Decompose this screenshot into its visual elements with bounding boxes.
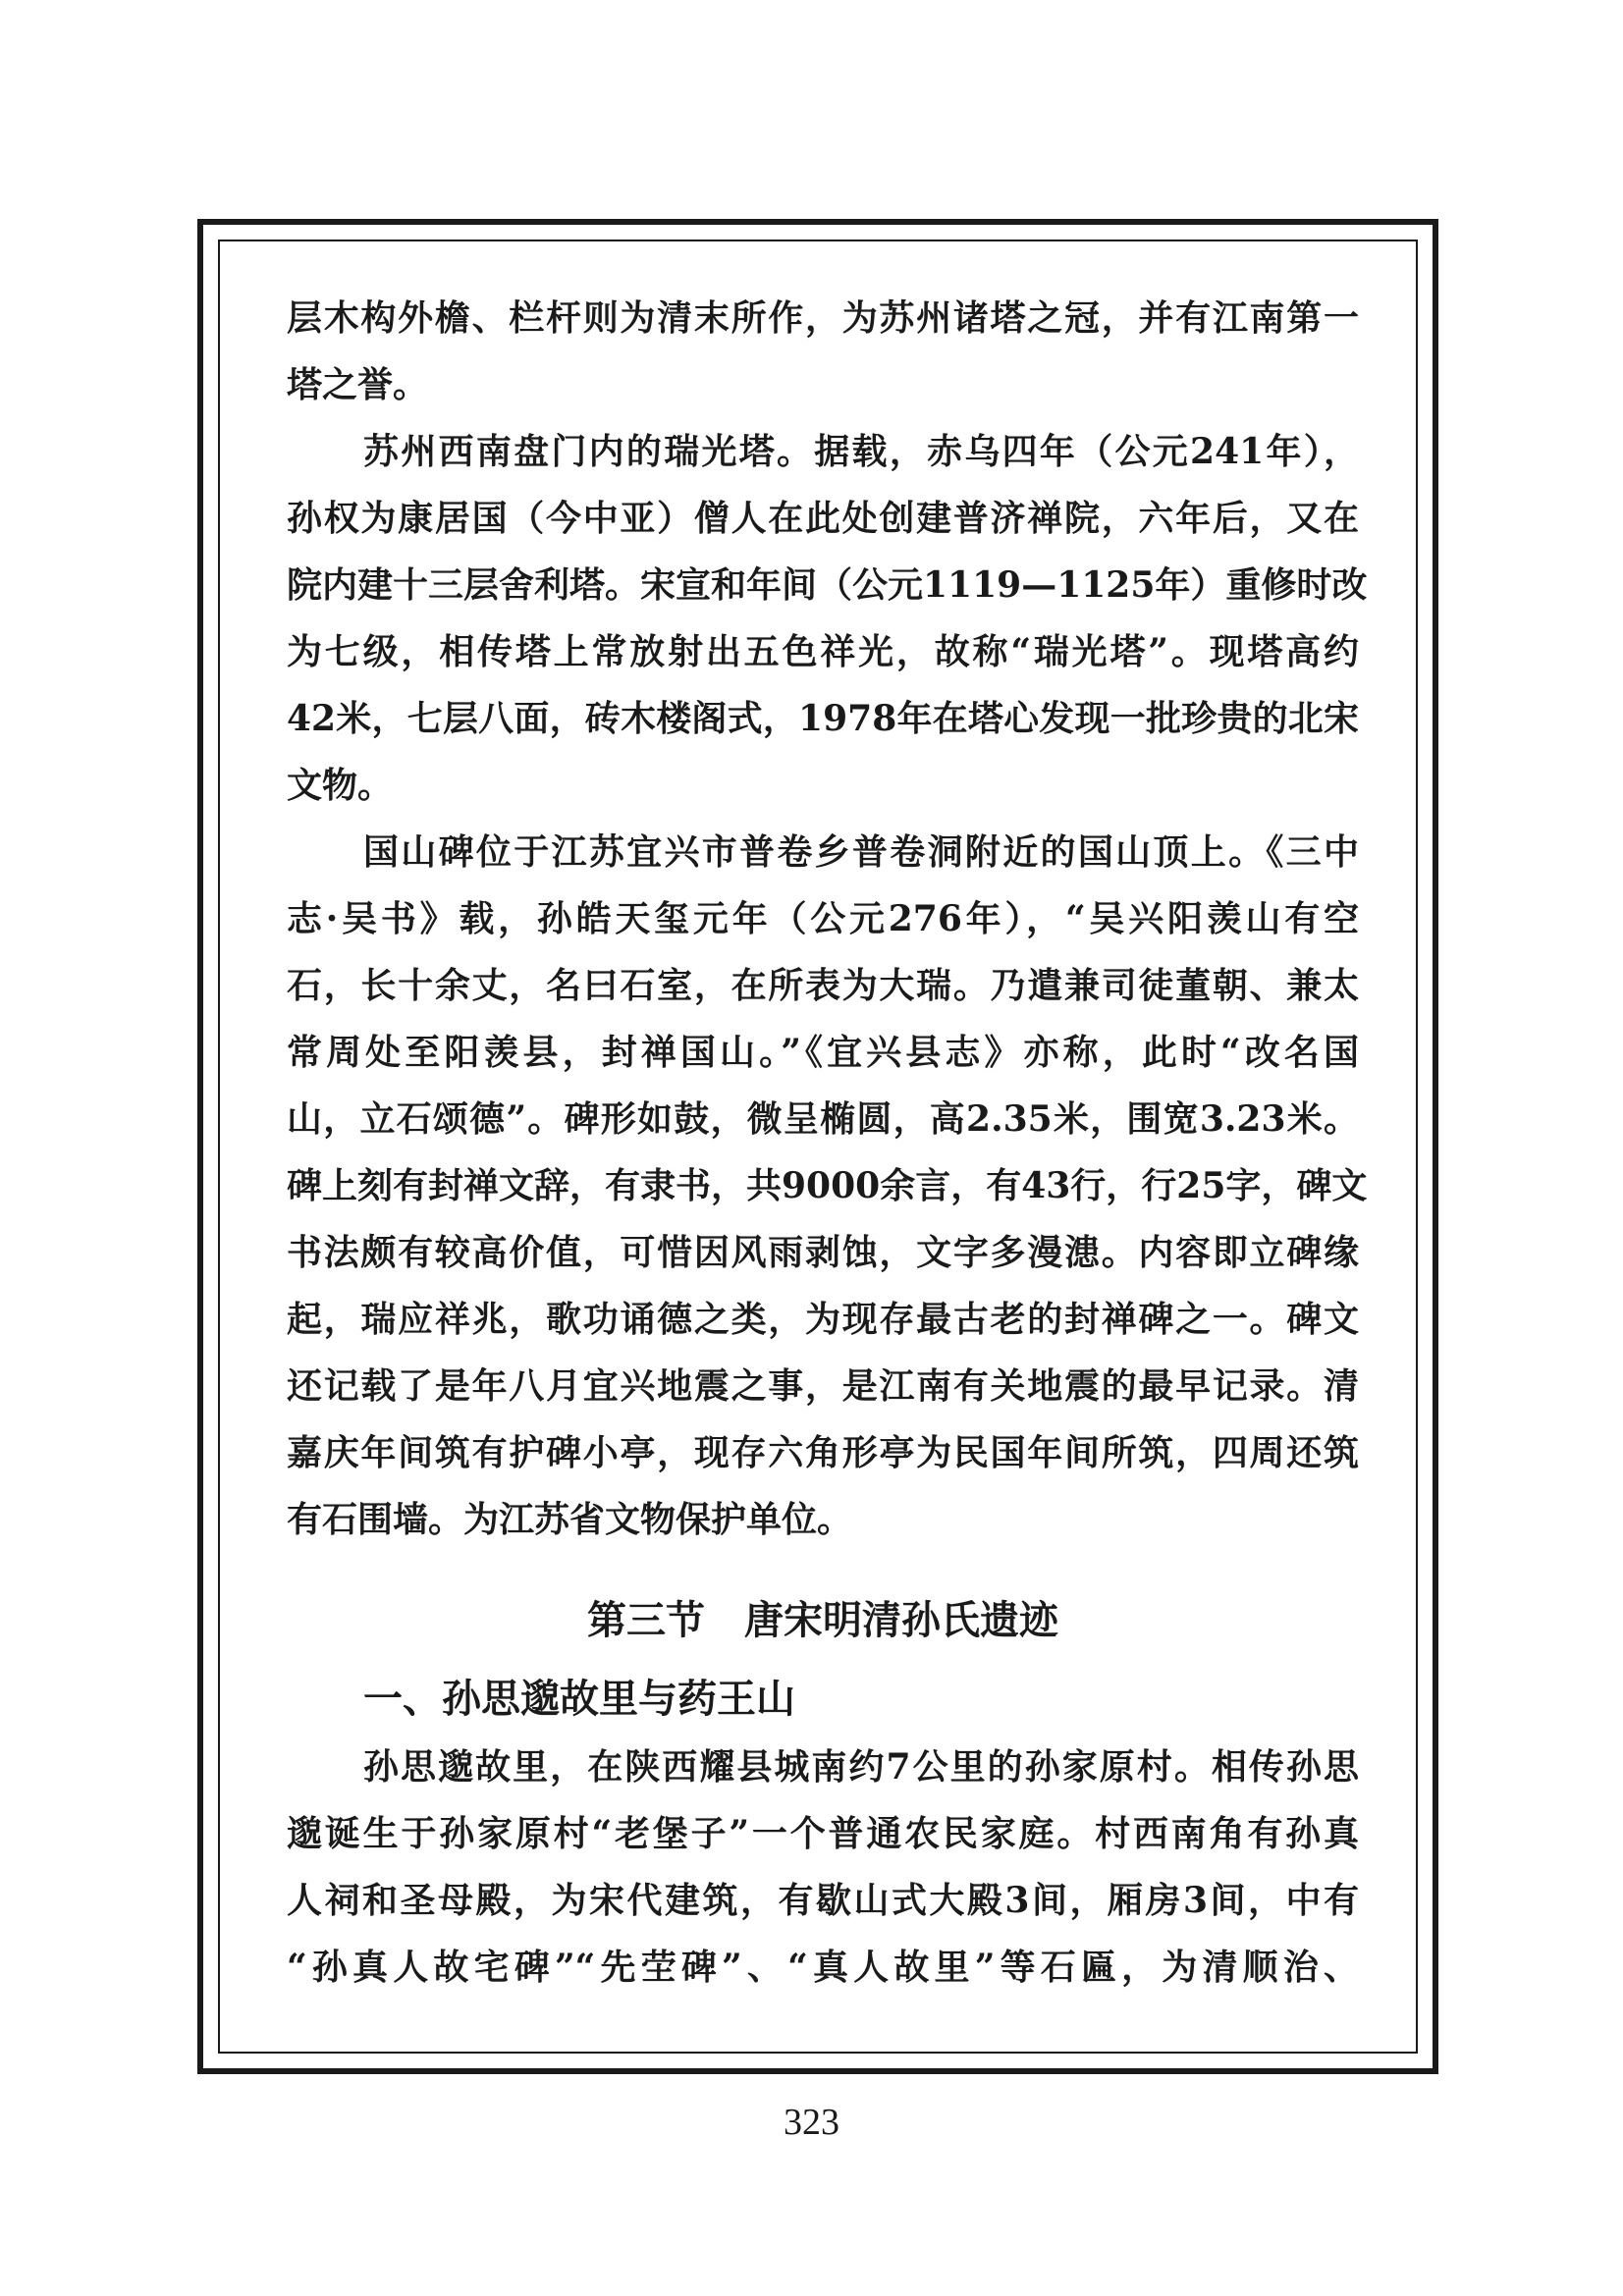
paragraph-line: 国山碑位于江苏宜兴市普卷乡普卷洞附近的国山顶上。《三中: [363, 831, 1359, 873]
paragraph-line: 起，瑞应祥兆，歌功诵德之类，为现存最古老的封禅碑之一。碑文: [287, 1299, 1359, 1340]
paragraph-line: “孙真人故宅碑”“先茔碑”、“真人故里”等石匾，为清顺治、: [287, 1947, 1359, 1988]
sub-title: 一、孙思邈故里与药王山: [363, 1676, 795, 1722]
paragraph-line: 院内建十三层舍利塔。宋宣和年间（公元1119—1125年）重修时改: [287, 564, 1368, 606]
paragraph-line: 山，立石颂德”。碑形如鼓，微呈椭圆，高2.35米，围宽3.23米。: [287, 1098, 1359, 1140]
page-content: [287, 285, 1368, 2001]
paragraph-line: 邈诞生于孙家原村“老堡子”一个普通农民家庭。村西南角有孙真: [287, 1813, 1359, 1854]
paragraph-line: 为七级，相传塔上常放射出五色祥光，故称“瑞光塔”。现塔高约: [287, 631, 1359, 672]
paragraph-line: 还记载了是年八月宜兴地震之事，是江南有关地震的最早记录。清: [287, 1365, 1359, 1407]
paragraph-line: 志·吴书》载，孙皓天玺元年（公元276年），“吴兴阳羡山有空: [287, 898, 1359, 939]
paragraph-line: 常周处至阳羡县，封禅国山。”《宜兴县志》亦称，此时“改名国: [287, 1032, 1359, 1073]
paragraph-line: 塔之誉。: [287, 364, 429, 405]
paragraph-line: 孙思邈故里，在陕西耀县城南约7公里的孙家原村。相传孙思: [363, 1746, 1359, 1788]
paragraph-line: 石，长十余丈，名曰石室，在所表为大瑞。乃遣兼司徒董朝、兼太: [287, 965, 1359, 1006]
paragraph-line: 文物。: [287, 765, 394, 806]
page-number: 323: [784, 2102, 839, 2143]
paragraph-line: 42米，七层八面，砖木楼阁式，1978年在塔心发现一批珍贵的北宋: [287, 698, 1359, 739]
paragraph-line: 苏州西南盘门内的瑞光塔。据载，赤乌四年（公元241年），: [363, 431, 1359, 472]
paragraph-line: 碑上刻有封禅文辞，有隶书，共9000余言，有43行，行25字，碑文: [287, 1165, 1368, 1206]
paragraph-line: 孙权为康居国（今中亚）僧人在此处创建普济禅院，六年后，又在: [287, 498, 1359, 539]
paragraph-line: 人祠和圣母殿，为宋代建筑，有歇山式大殿3间，厢房3间，中有: [287, 1880, 1359, 1921]
paragraph-line: 书法颇有较高价值，可惜因风雨剥蚀，文字多漫漶。内容即立碑缘: [287, 1232, 1359, 1273]
paragraph-line: 嘉庆年间筑有护碑小亭，现存六角形亭为民国年间所筑，四周还筑: [287, 1432, 1359, 1473]
paragraph-line: 层木构外檐、栏杆则为清末所作，为苏州诸塔之冠，并有江南第一: [287, 297, 1359, 339]
section-title: 第三节 唐宋明清孙氏遗迹: [587, 1597, 1058, 1643]
paragraph-line: 有石围墙。为江苏省文物保护单位。: [287, 1499, 853, 1540]
